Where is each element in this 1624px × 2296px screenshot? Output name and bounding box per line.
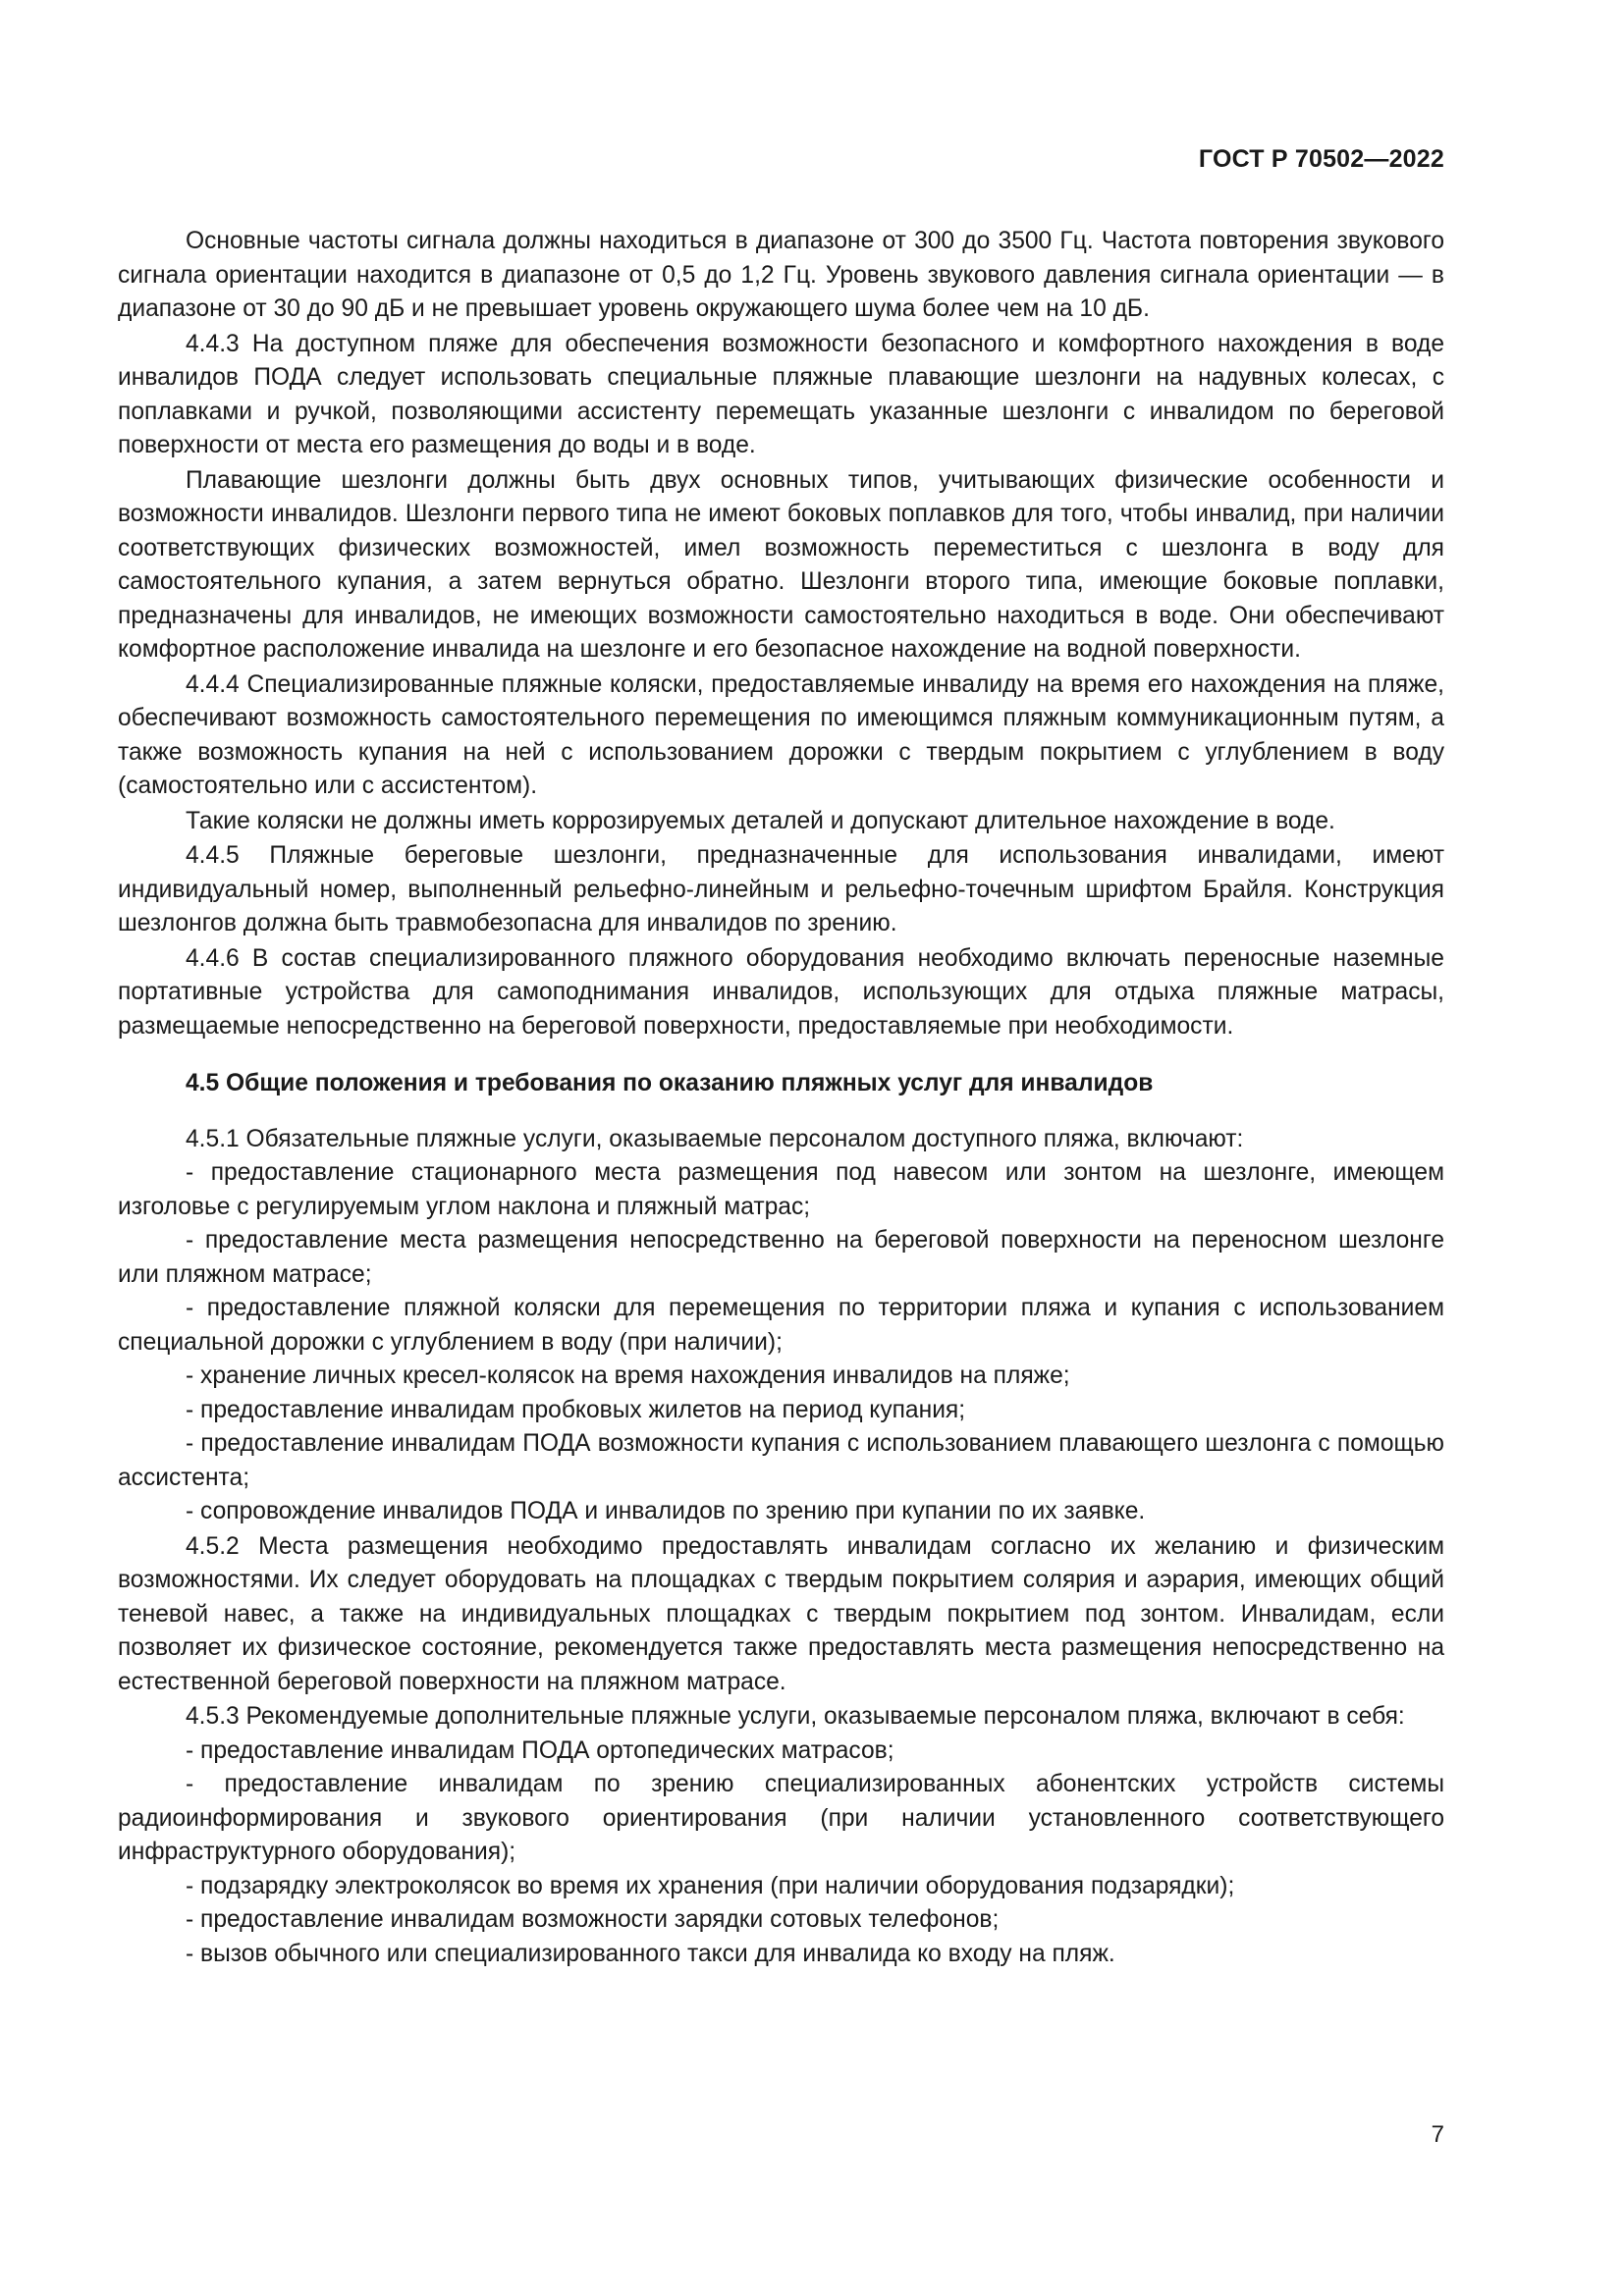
paragraph-4-4-4: 4.4.4 Специализированные пляжные коляски, предоставляемые инвалиду на время его нахождения на пляже, обеспечивают возможность самостоятельного перемещения по имеющимся пляжным коммуникационным путям, а также возможность купания на ней с использованием дорожки с твердым покрытием с углублением в воду (самостоятельно или с ассистентом). — [118, 670, 1444, 799]
paragraph-4-4-5: 4.4.5 Пляжные береговые шезлонги, предназначенные для использования инвалидами, имеют индивидуальный номер, выполненный рельефно-линейным и рельефно-точечным шрифтом Брайля. Конструкция шезлонгов должна быть травмобезопасна для инвалидов по зрению. — [118, 842, 1444, 936]
list-item: - предоставление места размещения непосредственно на береговой поверхности на переносном шезлонге или пляжном матрасе; — [118, 1227, 1444, 1288]
paragraph-wheelchairs-corrosion: Такие коляски не должны иметь коррозируемых деталей и допускают длительное нахождение в воде. — [186, 807, 1335, 834]
list-item: - вызов обычного или специализированного такси для инвалида ко входу на пляж. — [186, 1940, 1115, 1967]
paragraph-signal-frequencies: Основные частоты сигнала должны находиться в диапазоне от 300 до 3500 Гц. Частота повторения звукового сигнала ориентации находится в диапазоне от 0,5 до 1,2 Гц. Уровень звукового давления сигнала ориентации — в диапазоне от 30 до 90 дБ и не превышает уровень окружающего шума более чем на 10 дБ. — [118, 228, 1444, 322]
list-item: - предоставление инвалидам возможности зарядки сотовых телефонов; — [186, 1906, 1000, 1933]
page-number: 7 — [1431, 2121, 1444, 2148]
paragraph-4-5-1: 4.5.1 Обязательные пляжные услуги, оказываемые персоналом доступного пляжа, включают: — [186, 1125, 1244, 1152]
document-body — [118, 225, 1444, 1971]
list-item: - предоставление стационарного места размещения под навесом или зонтом на шезлонге, имеющем изголовье с регулируемым углом наклона и пляжный матрас; — [118, 1159, 1444, 1220]
paragraph-4-5-2: 4.5.2 Места размещения необходимо предоставлять инвалидам согласно их желанию и физическим возможностями. Их следует оборудовать на площадках с твердым покрытием солярия и аэрария, имеющих общий теневой навес, а также на индивидуальных площадках с твердым покрытием под зонтом. Инвалидам, если позволяет их физическое состояние, рекомендуется также предоставлять места размещения непосредственно на естественной береговой поверхности на пляжном матрасе. — [118, 1532, 1444, 1695]
paragraph-4-4-6: 4.4.6 В состав специализированного пляжного оборудования необходимо включать переносные наземные портативные устройства для самоподнимания инвалидов, использующих для отдыха пляжные матрасы, размещаемые непосредственно на береговой поверхности, предоставляемые при необходимости. — [118, 944, 1444, 1040]
list-item: - сопровождение инвалидов ПОДА и инвалидов по зрению при купании по их заявке. — [186, 1498, 1146, 1524]
list-item: - предоставление инвалидам ПОДА возможности купания с использованием плавающего шезлонга с помощью ассистента; — [118, 1430, 1444, 1491]
list-item: - предоставление инвалидам пробковых жилетов на период купания; — [186, 1396, 966, 1423]
list-item: - подзарядку электроколясок во время их хранения (при наличии оборудования подзарядки); — [186, 1872, 1235, 1899]
list-item: - предоставление пляжной коляски для перемещения по территории пляжа и купания с использованием специальной дорожки с углублением в воду (при наличии); — [118, 1295, 1444, 1356]
list-item: - хранение личных кресел-колясок на время нахождения инвалидов на пляже; — [186, 1362, 1070, 1389]
paragraph-4-4-3: 4.4.3 На доступном пляже для обеспечения возможности безопасного и комфортного нахождения в воде инвалидов ПОДА следует использовать специальные пляжные плавающие шезлонги на надувных колесах, с поплавками и ручкой, позволяющими ассистенту перемещать указанные шезлонги с инвалидом по береговой поверхности от места его размещения до воды и в воде. — [118, 330, 1444, 458]
document-code-header: ГОСТ Р 70502—2022 — [1198, 145, 1444, 173]
list-item: - предоставление инвалидам по зрению специализированных абонентских устройств системы радиоинформирования и звукового ориентирования (при наличии установленного соответствующего инфраструктурного оборудования); — [118, 1771, 1444, 1865]
list-item: - предоставление инвалидам ПОДА ортопедических матрасов; — [186, 1736, 894, 1764]
paragraph-floating-loungers: Плавающие шезлонги должны быть двух основных типов, учитывающих физические особенности и возможности инвалидов. Шезлонги первого типа не имеют боковых поплавков для того, чтобы инвалид, при наличии соответствующих физических возможностей, имел возможность переместиться с шезлонга в воду для самостоятельного купания, а затем вернуться обратно. Шезлонги второго типа, имеющие боковые поплавки, предназначены для инвалидов, не имеющих возможности самостоятельно находиться в воде. Они обеспечивают комфортное расположение инвалида на шезлонге и его безопасное нахождение на водной поверхности. — [118, 466, 1444, 663]
section-heading-4-5: 4.5 Общие положения и требования по оказанию пляжных услуг для инвалидов — [186, 1070, 1154, 1096]
paragraph-4-5-3: 4.5.3 Рекомендуемые дополнительные пляжные услуги, оказываемые персоналом пляжа, включают в себя: — [186, 1703, 1405, 1730]
